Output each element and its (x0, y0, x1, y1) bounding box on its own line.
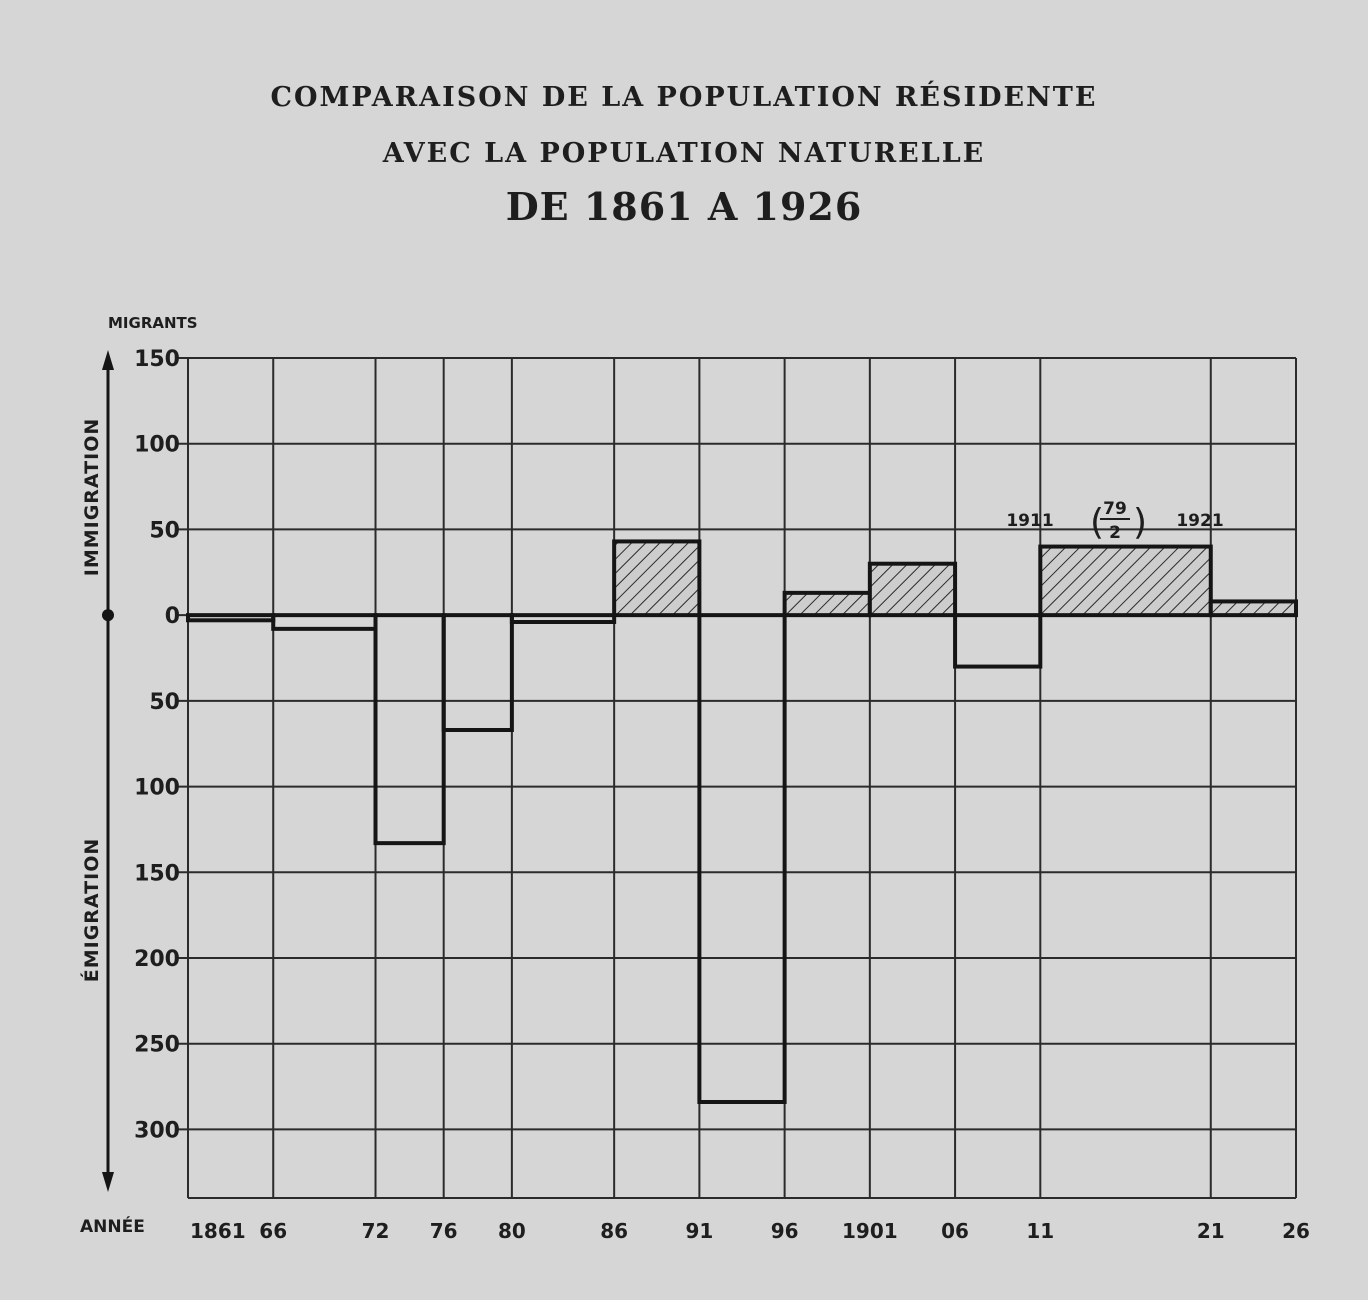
annotation-fraction-denominator: 2 (1109, 523, 1121, 543)
arrow-up-icon (102, 350, 114, 370)
bar (614, 541, 699, 615)
y-tick-label: 200 (134, 947, 180, 972)
y-tick-label: 100 (134, 775, 180, 801)
x-tick-label: 66 (259, 1219, 288, 1243)
annotation-paren-right: ) (1133, 502, 1148, 543)
bars (188, 541, 1296, 1102)
chart-title-line-2: AVEC LA POPULATION NATURELLE (382, 138, 986, 169)
x-tick-label: 91 (685, 1219, 714, 1243)
annotation-year-1921: 1921 (1176, 511, 1224, 531)
x-tick-label: 21 (1196, 1219, 1225, 1243)
y-tick-label: 250 (134, 1032, 180, 1058)
arrow-down-icon (102, 1172, 114, 1192)
annotation-fraction-numerator: 79 (1103, 499, 1127, 519)
x-tick-label: 80 (497, 1219, 526, 1243)
y-tick-label: 100 (134, 432, 180, 458)
bar (273, 615, 375, 629)
bar (870, 564, 955, 615)
immigration-label: IMMIGRATION (81, 417, 103, 577)
chart-title-line-1: COMPARAISON DE LA POPULATION RÉSIDENTE (270, 82, 1098, 113)
bar (1040, 547, 1210, 616)
x-tick-label: 72 (361, 1219, 390, 1243)
x-tick-label: 06 (941, 1219, 969, 1243)
x-tick-label: 96 (770, 1219, 799, 1243)
x-tick-label: 1901 (842, 1219, 898, 1243)
bar (699, 615, 784, 1102)
grid-lines (176, 358, 1296, 1198)
x-tick-label: 86 (600, 1219, 629, 1243)
y-tick-label: 50 (149, 518, 180, 544)
annotation-paren-left: ( (1090, 502, 1105, 543)
bar (785, 593, 870, 615)
bar (955, 615, 1040, 666)
x-axis-prefix: ANNÉE (80, 1217, 145, 1237)
axis-labels (80, 314, 1310, 1243)
bar (376, 615, 444, 843)
y-axis-label: MIGRANTS (108, 314, 198, 332)
chart-title-line-3: DE 1861 A 1926 (505, 184, 863, 229)
y-tick-label: 150 (134, 347, 180, 372)
emigration-label: ÉMIGRATION (81, 837, 103, 983)
y-tick-label: 0 (164, 604, 180, 630)
x-tick-label: 11 (1026, 1219, 1055, 1243)
bar (1211, 601, 1296, 615)
bar (444, 615, 512, 730)
axes (102, 350, 114, 1192)
y-tick-label: 150 (134, 861, 180, 887)
x-tick-label: 26 (1282, 1219, 1310, 1243)
y-tick-label: 50 (149, 689, 180, 715)
y-tick-label: 300 (134, 1118, 180, 1144)
x-tick-label: 1861 (190, 1219, 246, 1243)
annotation-year-1911: 1911 (1006, 511, 1054, 531)
origin-dot (102, 609, 114, 621)
x-tick-label: 76 (429, 1219, 458, 1243)
